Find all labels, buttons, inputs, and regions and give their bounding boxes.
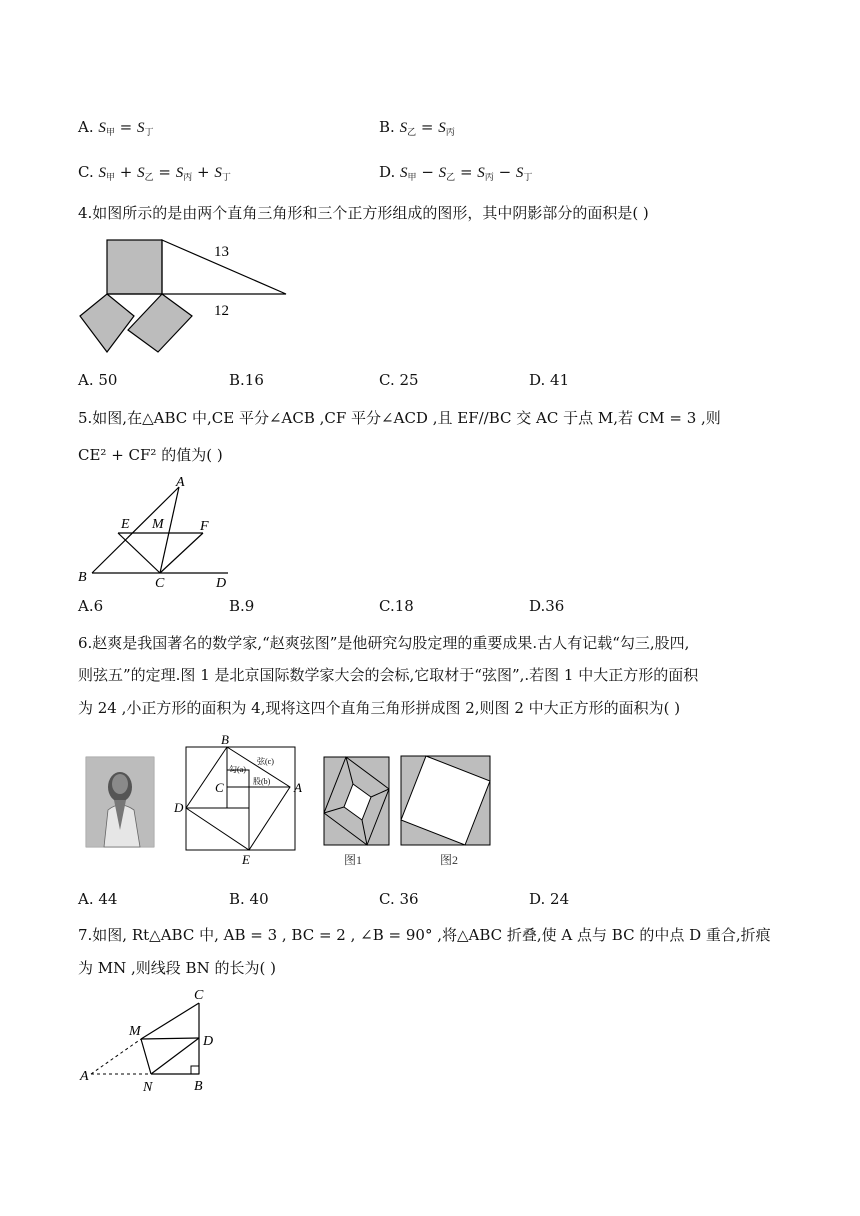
q7-point-c: C — [194, 988, 204, 1003]
q7-stem-line2: 为 MN ,则线段 BN 的长为( ) — [78, 959, 276, 977]
q4-label-12: 12 — [214, 303, 229, 319]
q4-option-b: B.16 — [229, 371, 264, 389]
q5-point-f: F — [200, 519, 209, 534]
q6-point-c: C — [215, 780, 224, 795]
q5-option-d: D.36 — [529, 597, 565, 615]
q6-option-c: C. 36 — [379, 890, 419, 908]
q7-point-b: B — [194, 1079, 203, 1094]
q6-stem-line3: 为 24 ,小正方形的面积为 4,现将这四个直角三角形拼成图 2,则图 2 中大正方形的面积为( ) — [78, 699, 681, 717]
q6-option-a: A. 44 — [78, 890, 118, 908]
q6-option-d: D. 24 — [529, 890, 570, 908]
q6-stem-line1: 6.赵爽是我国著名的数学家,“赵爽弦图”是他研究勾股定理的重要成果.古人有记载“勾三,股四, — [78, 634, 690, 652]
q5-point-a: A — [176, 475, 185, 490]
q7-point-d: D — [203, 1034, 214, 1049]
q5-option-a: A.6 — [78, 597, 104, 615]
q5-point-b: B — [78, 570, 87, 585]
q6-label-xian: 弦(c) — [257, 757, 274, 766]
q7-stem-line1: 7.如图, Rt△ABC 中, AB = 3 , BC = 2 , ∠B = 90° ,将△ABC 折叠,使 A 点与 BC 的中点 D 重合,折痕 — [78, 926, 771, 944]
figure-2-caption: 图2 — [440, 853, 459, 867]
q6-point-b: B — [221, 732, 229, 747]
q6-point-d: D — [174, 800, 184, 815]
q5-point-d: D — [216, 576, 227, 591]
q5-point-c: C — [155, 576, 165, 591]
q6-stem-line2: 则弦五”的定理.图 1 是北京国际数学家大会的会标,它取材于“弦图”,.若图 1 中大正方形的面积 — [78, 666, 699, 684]
q5-point-e: E — [121, 517, 130, 532]
q4-option-a: A. 50 — [78, 371, 118, 389]
q6-label-gu: 股(b) — [253, 777, 271, 786]
q3-option-a: A. $S_甲 = S_丁$ — [78, 118, 154, 138]
q7-point-n: N — [143, 1080, 153, 1095]
q6-option-b: B. 40 — [229, 890, 269, 908]
q6-point-e: E — [242, 852, 250, 867]
q3-option-c: C. $S_甲 + S_乙 = S_丙 + S_丁$ — [78, 163, 231, 183]
q4-stem: 4.如图所示的是由两个直角三角形和三个正方形组成的图形，其中阴影部分的面积是( ) — [78, 204, 649, 222]
figure-1-caption: 图1 — [344, 853, 363, 867]
q5-stem-line2: CE² + CF² 的值为( ) — [78, 446, 223, 464]
q5-stem-line1: 5.如图,在△ABC 中,CE 平分∠ACB ,CF 平分∠ACD ,且 EF//BC 交 AC 于点 M,若 CM = 3 ,则 — [78, 409, 721, 427]
q5-option-b: B.9 — [229, 597, 255, 615]
q7-point-m: M — [129, 1024, 141, 1039]
q5-option-c: C.18 — [379, 597, 414, 615]
q5-point-m: M — [152, 517, 164, 532]
q6-point-a: A — [294, 780, 302, 795]
q7-point-a: A — [80, 1069, 89, 1084]
q4-option-c: C. 25 — [379, 371, 419, 389]
q6-label-gou: 勾(a) — [229, 765, 246, 774]
q3-option-b: B. $S_乙 = S_丙$ — [379, 118, 455, 138]
q3-option-d: D. $S_甲 - S_乙 = S_丙 - S_丁$ — [379, 163, 533, 183]
q4-label-13: 13 — [214, 244, 229, 260]
q4-option-d: D. 41 — [529, 371, 570, 389]
